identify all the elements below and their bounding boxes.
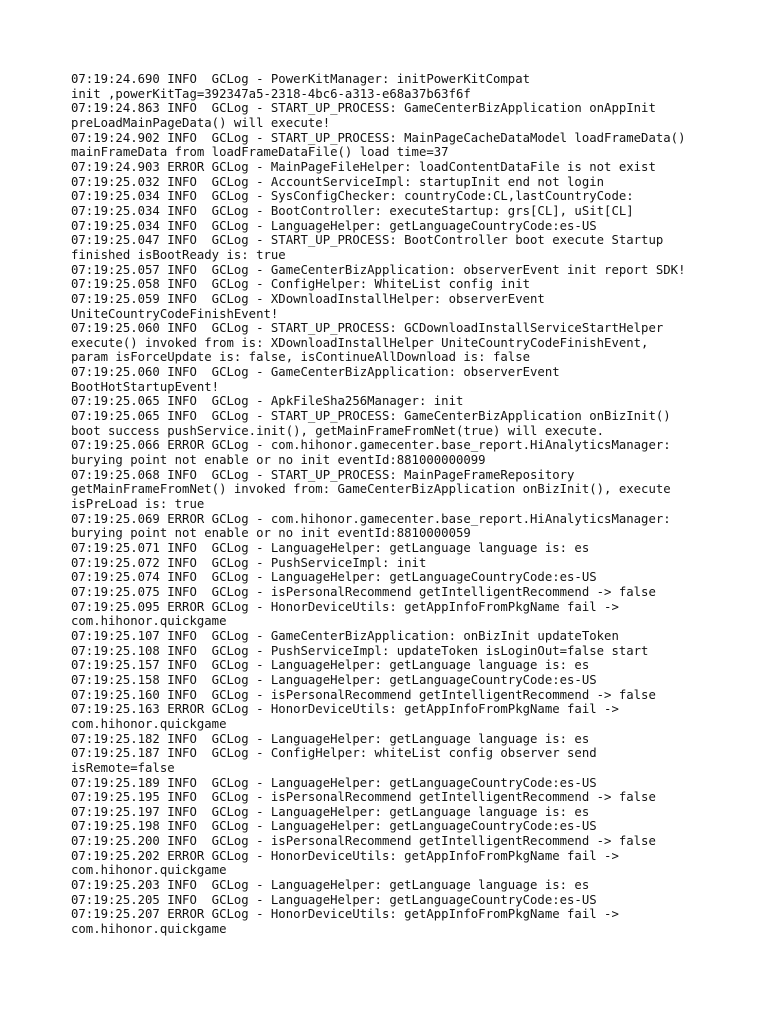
log-line: burying point not enable or no init eventId:8810000059: [71, 526, 471, 541]
log-line: BootHotStartupEvent!: [71, 379, 220, 394]
log-line: boot success pushService.init(), getMainFrameFromNet(true) will execute.: [71, 423, 605, 438]
log-line: 07:19:25.065 INFO GCLog - START_UP_PROCESS: GameCenterBizApplication onBizInit(): [71, 409, 671, 424]
log-line: com.hihonor.quickgame: [71, 863, 227, 878]
log-line: 07:19:25.068 INFO GCLog - START_UP_PROCESS: MainPageFrameRepository: [71, 467, 575, 482]
log-line: 07:19:25.057 INFO GCLog - GameCenterBizApplication: observerEvent init report SDK!: [71, 262, 686, 277]
log-line: 07:19:25.195 INFO GCLog - isPersonalRecommend getIntelligentRecommend -> false: [71, 790, 656, 805]
log-line: 07:19:25.182 INFO GCLog - LanguageHelper: getLanguage language is: es: [71, 731, 590, 746]
log-line: 07:19:25.202 ERROR GCLog - HonorDeviceUtils: getAppInfoFromPkgName fail ->: [71, 848, 619, 863]
log-line: 07:19:24.690 INFO GCLog - PowerKitManager: initPowerKitCompat: [71, 72, 531, 86]
log-line: execute() invoked from is: XDownloadInstallHelper UniteCountryCodeFinishEvent,: [71, 335, 649, 350]
log-line: com.hihonor.quickgame: [71, 614, 227, 629]
log-line: 07:19:25.060 INFO GCLog - GameCenterBizApplication: observerEvent: [71, 365, 560, 380]
log-line: getMainFrameFromNet() invoked from: GameCenterBizApplication onBizInit(), execute: [71, 482, 671, 497]
log-line: 07:19:25.158 INFO GCLog - LanguageHelper: getLanguageCountryCode:es-US: [71, 672, 597, 687]
log-line: 07:19:25.034 INFO GCLog - SysConfigChecker: countryCode:CL,lastCountryCode:: [71, 189, 634, 204]
log-line: mainFrameData from loadFrameDataFile() load time=37: [71, 145, 449, 160]
log-line: 07:19:25.060 INFO GCLog - START_UP_PROCESS: GCDownloadInstallServiceStartHelper: [71, 321, 664, 336]
log-line: 07:19:25.069 ERROR GCLog - com.hihonor.gamecenter.base_report.HiAnalyticsManager:: [71, 511, 671, 526]
log-line: 07:19:25.157 INFO GCLog - LanguageHelper: getLanguage language is: es: [71, 658, 590, 673]
log-line: 07:19:25.108 INFO GCLog - PushServiceImpl: updateToken isLoginOut=false start: [71, 643, 649, 658]
log-line: UniteCountryCodeFinishEvent!: [71, 306, 279, 321]
log-line: 07:19:25.059 INFO GCLog - XDownloadInstallHelper: observerEvent: [71, 291, 545, 306]
log-line: 07:19:25.187 INFO GCLog - ConfigHelper: whiteList config observer send: [71, 746, 597, 761]
log-line: isRemote=false: [71, 760, 175, 775]
log-line: 07:19:25.058 INFO GCLog - ConfigHelper: WhiteList config init: [71, 277, 531, 292]
log-line: 07:19:25.072 INFO GCLog - PushServiceImpl: init: [71, 555, 427, 570]
log-line: 07:19:24.903 ERROR GCLog - MainPageFileHelper: loadContentDataFile is not exist: [71, 159, 656, 174]
log-line: 07:19:25.034 INFO GCLog - LanguageHelper: getLanguageCountryCode:es-US: [71, 218, 597, 233]
log-line: 07:19:25.200 INFO GCLog - isPersonalRecommend getIntelligentRecommend -> false: [71, 834, 656, 849]
log-line: 07:19:25.075 INFO GCLog - isPersonalRecommend getIntelligentRecommend -> false: [71, 584, 656, 599]
log-line: burying point not enable or no init eventId:881000000099: [71, 453, 486, 468]
log-line: preLoadMainPageData() will execute!: [71, 115, 331, 130]
log-line: init ,powerKitTag=392347a5-2318-4bc6-a313-e68a37b63f6f: [71, 86, 471, 101]
log-line: 07:19:25.074 INFO GCLog - LanguageHelper: getLanguageCountryCode:es-US: [71, 570, 597, 585]
log-line: 07:19:25.198 INFO GCLog - LanguageHelper: getLanguageCountryCode:es-US: [71, 819, 597, 834]
log-line: param isForceUpdate is: false, isContinueAllDownload is: false: [71, 350, 531, 365]
log-line: 07:19:25.205 INFO GCLog - LanguageHelper: getLanguageCountryCode:es-US: [71, 892, 597, 907]
log-line: 07:19:25.107 INFO GCLog - GameCenterBizApplication: onBizInit updateToken: [71, 628, 619, 643]
log-text-block: [71, 72, 731, 937]
log-line: com.hihonor.quickgame: [71, 922, 227, 937]
log-line: com.hihonor.quickgame: [71, 716, 227, 731]
log-line: 07:19:25.065 INFO GCLog - ApkFileSha256Manager: init: [71, 394, 464, 409]
log-line: 07:19:25.189 INFO GCLog - LanguageHelper: getLanguageCountryCode:es-US: [71, 775, 597, 790]
log-line: 07:19:25.095 ERROR GCLog - HonorDeviceUtils: getAppInfoFromPkgName fail ->: [71, 599, 619, 614]
log-line: 07:19:25.203 INFO GCLog - LanguageHelper: getLanguage language is: es: [71, 878, 590, 893]
log-line: 07:19:25.160 INFO GCLog - isPersonalRecommend getIntelligentRecommend -> false: [71, 687, 656, 702]
log-line: 07:19:25.047 INFO GCLog - START_UP_PROCESS: BootController boot execute Startup: [71, 233, 664, 248]
log-line: finished isBootReady is: true: [71, 247, 286, 262]
log-line: 07:19:24.902 INFO GCLog - START_UP_PROCESS: MainPageCacheDataModel loadFrameData(): [71, 130, 686, 145]
log-line: 07:19:25.163 ERROR GCLog - HonorDeviceUtils: getAppInfoFromPkgName fail ->: [71, 702, 619, 717]
log-line: 07:19:25.034 INFO GCLog - BootController: executeStartup: grs[CL], uSit[CL]: [71, 203, 634, 218]
log-line: 07:19:25.032 INFO GCLog - AccountServiceImpl: startupInit end not login: [71, 174, 605, 189]
log-line: 07:19:25.207 ERROR GCLog - HonorDeviceUtils: getAppInfoFromPkgName fail ->: [71, 907, 619, 922]
log-line: 07:19:25.066 ERROR GCLog - com.hihonor.gamecenter.base_report.HiAnalyticsManager:: [71, 438, 671, 453]
log-line: 07:19:25.071 INFO GCLog - LanguageHelper: getLanguage language is: es: [71, 541, 590, 555]
log-line: 07:19:24.863 INFO GCLog - START_UP_PROCESS: GameCenterBizApplication onAppInit: [71, 101, 656, 116]
log-line: 07:19:25.197 INFO GCLog - LanguageHelper: getLanguage language is: es: [71, 804, 590, 819]
log-line: isPreLoad is: true: [71, 497, 205, 512]
